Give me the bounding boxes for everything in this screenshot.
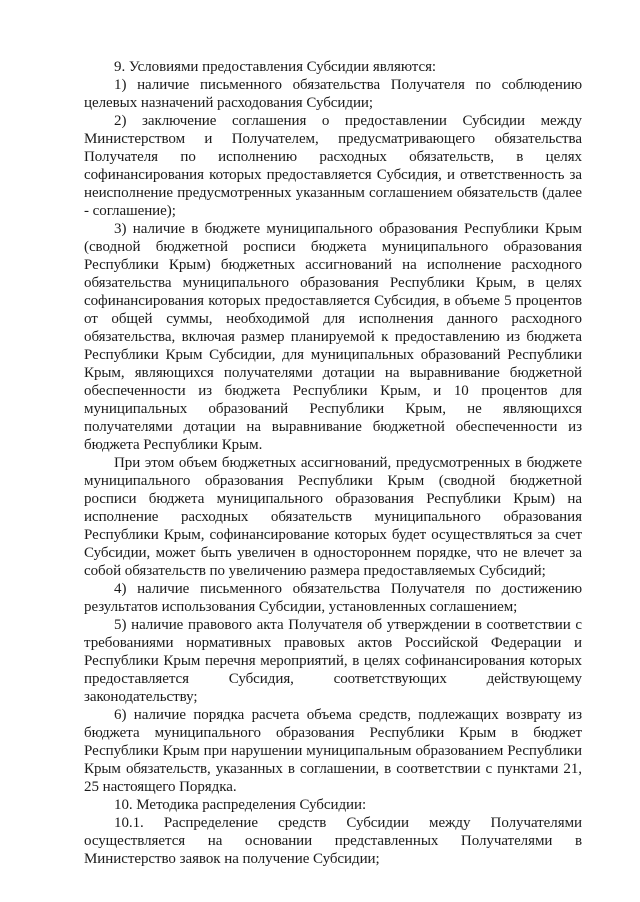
section-9-heading: 9. Условиями предоставления Субсидии являются:	[114, 59, 437, 75]
condition-5: 5) наличие правового акта Получателя об утверждении в соответствии с требованиями нормативных правовых актов Российской Федерации и Республики Крым перечня мероприятий, в целях софинансирования которых предоставляется Субсидия, соответствующих действующему законодательству;	[84, 617, 582, 705]
condition-3-note: При этом объем бюджетных ассигнований, предусмотренных в бюджете муниципального образования Республики Крым (сводной бюджетной росписи бюджета муниципального образования Республики Крым) на исполнение расходных обязательств муниципального образования Республики Крым, софинансирование которых будет осуществляться за счет Субсидии, может быть увеличен в одностороннем порядке, что не влечет за собой обязательств по увеличению размера предоставляемых Субсидий;	[84, 455, 582, 579]
condition-4: 4) наличие письменного обязательства Получателя по достижению результатов использования Субсидии, установленных соглашением;	[84, 581, 582, 615]
document-page	[84, 58, 582, 868]
condition-3: 3) наличие в бюджете муниципального образования Республики Крым (сводной бюджетной росписи бюджета муниципального образования Республики Крым) бюджетных ассигнований на исполнение расходного обязательства муниципального образования Республики Крым, в целях софинансирования которых предоставляется Субсидия, в объеме 5 процентов от общей суммы, необходимой для исполнения данного расходного обязательства, включая размер планируемой к предоставлению из бюджета Республики Крым Субсидии, для муниципальных образований Республики Крым, являющихся получателями дотации на выравнивание бюджетной обеспеченности из бюджета Республики Крым, и 10 процентов для муниципальных образований Республики Крым, не являющихся получателями дотации на выравнивание бюджетной обеспеченности из бюджета Республики Крым.	[84, 221, 582, 453]
condition-1: 1) наличие письменного обязательства Получателя по соблюдению целевых назначений расходования Субсидии;	[84, 77, 582, 111]
condition-2: 2) заключение соглашения о предоставлении Субсидии между Министерством и Получателем, предусматривающего обязательства Получателя по исполнению расходных обязательств, в целях софинансирования которых предоставляется Субсидия, и ответственность за неисполнение предусмотренных указанным соглашением обязательств (далее - соглашение);	[84, 113, 582, 219]
clause-10-1: 10.1. Распределение средств Субсидии между Получателями осуществляется на основании представленных Получателями в Министерство заявок на получение Субсидии;	[84, 815, 582, 867]
section-10-heading: 10. Методика распределения Субсидии:	[114, 797, 367, 813]
condition-6: 6) наличие порядка расчета объема средств, подлежащих возврату из бюджета муниципального образования Республики Крым в бюджет Республики Крым при нарушении муниципальным образованием Республики Крым обязательств, указанных в соглашении, в соответствии с пунктами 21, 25 настоящего Порядка.	[84, 707, 582, 795]
